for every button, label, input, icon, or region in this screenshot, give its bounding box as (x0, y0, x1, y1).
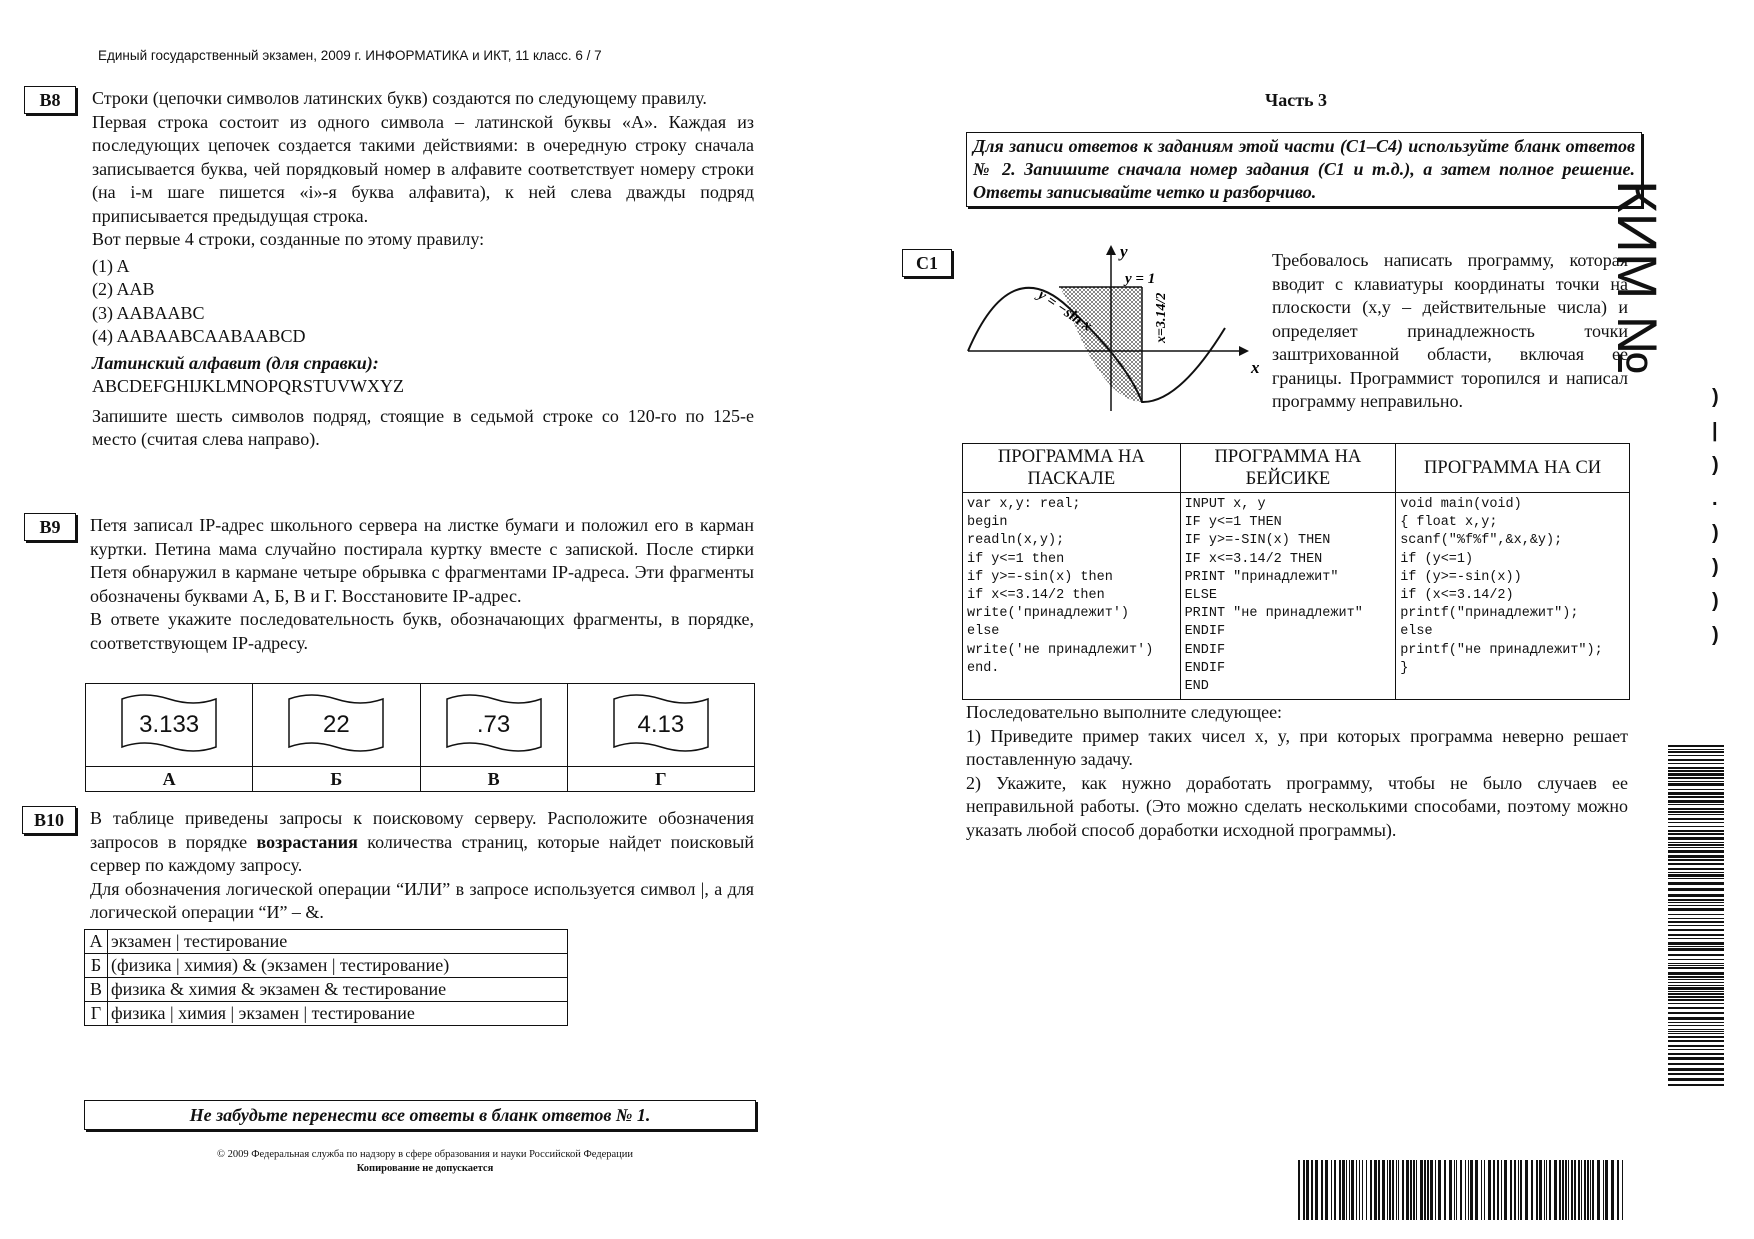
barcode-bar (1668, 796, 1724, 798)
barcode-bar (1536, 1160, 1538, 1220)
barcode-bar (1351, 1160, 1354, 1220)
barcode-bar (1668, 987, 1724, 990)
barcode-bar (1605, 1160, 1608, 1220)
barcode-bar (1554, 1160, 1557, 1220)
barcode-bar (1488, 1160, 1491, 1220)
barcode-bar (1668, 1036, 1724, 1038)
barcode-bar (1668, 830, 1724, 832)
paper-scrap (610, 691, 712, 755)
barcode-bar (1668, 965, 1724, 966)
barcode-bar (1382, 1160, 1385, 1220)
question-label-b8: B8 (24, 86, 76, 114)
barcode-bar (1539, 1160, 1542, 1220)
barcode-bar (1668, 999, 1724, 1001)
barcode-bar (1484, 1160, 1485, 1220)
program-header-c: ПРОГРАММА НА СИ (1396, 444, 1630, 493)
barcode-bar (1668, 914, 1724, 915)
query-text: (физика | химия) & (экзамен | тестирование) (108, 954, 568, 978)
barcode-bar (1311, 1160, 1313, 1220)
vline-label: x=3.14/2 (1154, 292, 1169, 343)
b8-line: (4) AABAABCAABAABCD (92, 326, 306, 346)
barcode-bar (1668, 929, 1724, 931)
barcode-bar (1668, 991, 1724, 992)
barcode-bar (1349, 1160, 1350, 1220)
barcode-bar (1546, 1160, 1547, 1220)
b8-paragraph-1: Строки (цепочки символов латинских букв) создаются по следующему правилу. (92, 88, 707, 108)
barcode-bar (1668, 868, 1724, 870)
b8-line: (3) AABAABC (92, 302, 205, 323)
barcode-bar (1668, 905, 1724, 906)
barcode-bar (1668, 1031, 1724, 1032)
barcode-bar (1668, 804, 1724, 805)
b10-paragraph-2: Для обозначения логической операции “ИЛИ” в запросе используется символ |, а для логической операции “И” – &. (90, 878, 754, 922)
barcode-bar (1668, 982, 1724, 983)
question-b8 (92, 87, 754, 452)
line-y1-label: y = 1 (1125, 271, 1156, 287)
footer-line: Копирование не допускается (356, 1163, 494, 1174)
b8-task: Запишите шесть символов подряд, стоящие в седьмой строке со 120-го по 125-е место (считая слева направо). (92, 405, 754, 449)
ip-fragment-text: .73 (476, 710, 511, 738)
ip-fragment-letter: А (86, 767, 253, 792)
barcode-bar (1668, 948, 1724, 951)
program-code-c: void main(void) { float x,y; scanf("%f%f",&x,&y); if (y<=1) if (y>=-sin(x)) if (x<=3.14/2) printf("принадлежит"); else printf("не принадлежит"); } (1396, 493, 1630, 700)
reminder-note: Не забудьте перенести все ответы в бланк ответов № 1. (84, 1100, 756, 1130)
table-row (85, 954, 568, 978)
part3-title: Часть 3 (1265, 90, 1328, 110)
barcode-bar (1378, 1160, 1380, 1220)
barcode-bar (1430, 1160, 1433, 1220)
barcode-bar (1468, 1160, 1469, 1220)
barcode-bar (1374, 1160, 1377, 1220)
barcode-bar (1438, 1160, 1441, 1220)
vertical-barcode (1668, 745, 1724, 1090)
barcode-bar (1668, 842, 1724, 843)
barcode-bar (1668, 855, 1724, 858)
barcode-bar (1668, 908, 1724, 911)
barcode-bar (1460, 1160, 1462, 1220)
barcode-bar (1668, 781, 1724, 782)
b8-lines (92, 255, 754, 349)
question-b9 (90, 514, 754, 655)
barcode-bar (1592, 1160, 1594, 1220)
kim-number-label: КИМ № (1606, 180, 1669, 376)
barcode-bar (1668, 979, 1724, 980)
barcode-bar (1668, 985, 1724, 986)
barcode-bar (1510, 1160, 1512, 1220)
query-text: физика & химия & экзамен & тестирование (108, 978, 568, 1002)
barcode-bar (1668, 1017, 1724, 1020)
b8-line: (2) AAB (92, 279, 155, 299)
program-code-basic: INPUT x, y IF y<=1 THEN IF y>=-SIN(x) THEN IF x<=3.14/2 THEN PRINT "принадлежит" ELSE PRINT "не принадлежит" ENDIF ENDIF ENDIF END (1180, 493, 1396, 700)
y-axis-arrow (1106, 245, 1116, 255)
barcode-bar (1668, 1029, 1724, 1030)
barcode-bar (1413, 1160, 1415, 1220)
barcode-bar (1668, 967, 1724, 969)
query-key: А (85, 930, 108, 954)
barcode-bar (1435, 1160, 1436, 1220)
barcode-bar (1449, 1160, 1452, 1220)
barcode-bar (1668, 894, 1724, 897)
barcode-bar (1520, 1160, 1522, 1220)
barcode-bar (1325, 1160, 1328, 1220)
barcode-bar (1387, 1160, 1388, 1220)
barcode-bar (1454, 1160, 1455, 1220)
barcode-bar (1356, 1160, 1357, 1220)
barcode-bar (1668, 1040, 1724, 1042)
barcode-bar (1518, 1160, 1519, 1220)
barcode-bar (1668, 934, 1724, 936)
barcode-bar (1470, 1160, 1473, 1220)
barcode-bar (1668, 814, 1724, 815)
query-key: Б (85, 954, 108, 978)
barcode-bar (1331, 1160, 1332, 1220)
barcode-bar (1396, 1160, 1397, 1220)
barcode-bar (1342, 1160, 1345, 1220)
barcode-bar (1603, 1160, 1604, 1220)
c1-task (1272, 249, 1628, 414)
query-text: экзамен | тестирование (108, 930, 568, 954)
barcode-bar (1668, 942, 1724, 945)
b10-bold-text: возрастания (256, 831, 358, 852)
barcode-bar (1315, 1160, 1318, 1220)
barcode-bar (1306, 1160, 1309, 1220)
barcode-bar (1668, 874, 1724, 877)
barcode-bar (1668, 1068, 1724, 1071)
barcode-bar (1427, 1160, 1429, 1220)
barcode-bar (1416, 1160, 1417, 1220)
ip-fragments-table (85, 683, 755, 792)
barcode-bar (1668, 1073, 1724, 1075)
question-label-c1: C1 (902, 249, 952, 277)
alphabet-title: Латинский алфавит (для справки): (92, 352, 379, 373)
barcode-bar (1525, 1160, 1528, 1220)
barcode-bar (1668, 996, 1724, 998)
barcode-bar (1565, 1160, 1567, 1220)
barcode-bar (1504, 1160, 1507, 1220)
barcode-bar (1668, 1012, 1724, 1014)
barcode-bar (1668, 777, 1724, 779)
kim-number-field: ) | ) . ) ) ) ) (1712, 386, 1719, 646)
barcode-bar (1668, 818, 1724, 820)
barcode-bar (1611, 1160, 1614, 1220)
barcode-bar (1668, 1063, 1724, 1065)
barcode-bar (1392, 1160, 1394, 1220)
barcode-bar (1497, 1160, 1499, 1220)
barcode-bar (1668, 1033, 1724, 1034)
barcode-bar (1668, 833, 1724, 835)
page-header: Единый государственный экзамен, 2009 г. ИНФОРМАТИКА и ИКТ, 11 класс. 6 / 7 (98, 48, 602, 63)
barcode-bar (1424, 1160, 1426, 1220)
barcode-bar (1668, 1057, 1724, 1060)
barcode-bar (1668, 882, 1724, 885)
barcode-bar (1562, 1160, 1564, 1220)
barcode-bar (1475, 1160, 1478, 1220)
query-key: В (85, 978, 108, 1002)
barcode-bar (1668, 899, 1724, 901)
shaded-region (1059, 287, 1142, 402)
barcode-bar (1668, 993, 1724, 995)
ip-fragment-text: 22 (323, 710, 350, 738)
table-row (85, 978, 568, 1002)
barcode-bar (1549, 1160, 1551, 1220)
barcode-bar (1668, 1025, 1724, 1026)
curve-label: y = −sin x (1034, 287, 1095, 335)
barcode-bar (1581, 1160, 1582, 1220)
barcode-bar (1668, 1084, 1724, 1086)
barcode-bar (1568, 1160, 1569, 1220)
barcode-bar (1420, 1160, 1423, 1220)
b10-paragraph-1 (90, 807, 754, 878)
ip-fragment-letter: Б (253, 767, 420, 792)
barcode-bar (1559, 1160, 1561, 1220)
barcode-bar (1668, 844, 1724, 846)
b8-paragraph-3: Вот первые 4 строки, созданные по этому правилу: (92, 229, 485, 249)
horizontal-barcode (1298, 1160, 1628, 1220)
b10-text: В таблице приведены запросы к поисковому серверу. Расположите обозначения запросов в порядке (90, 808, 754, 852)
b10-text: количества страниц, которые найдет поисковый сервер по каждому запросу. (90, 831, 754, 875)
barcode-bar (1668, 878, 1724, 879)
barcode-bar (1501, 1160, 1502, 1220)
barcode-bar (1668, 938, 1724, 939)
ip-fragment-cell (420, 684, 567, 767)
barcode-bar (1584, 1160, 1586, 1220)
barcode-bar (1622, 1160, 1623, 1220)
barcode-bar (1303, 1160, 1305, 1220)
barcode-bar (1321, 1160, 1323, 1220)
c1-step-1: 1) Приведите пример таких чисел x, y, при которых программа неверно решает поставленную задачу. (966, 725, 1628, 769)
barcode-bar (1668, 767, 1724, 769)
y-axis-label: y (1120, 243, 1128, 261)
barcode-bar (1359, 1160, 1360, 1220)
barcode-bar (1571, 1160, 1573, 1220)
barcode-bar (1402, 1160, 1404, 1220)
c1-step-2: 2) Укажите, как нужно доработать программу, чтобы не было случаев ее неправильной работы. (Это можно сделать несколькими способами, поэтому можно указать любой способ доработки исходной программы). (966, 772, 1628, 840)
paper-scrap (443, 691, 545, 755)
program-header-pascal: ПРОГРАММА НА ПАСКАЛЕ (963, 444, 1181, 493)
barcode-bar (1668, 921, 1724, 923)
barcode-bar (1668, 850, 1724, 853)
barcode-bar (1668, 1045, 1724, 1047)
ip-fragment-letter: Г (567, 767, 754, 792)
barcode-bar (1668, 918, 1724, 919)
barcode-bar (1668, 745, 1724, 747)
barcode-bar (1668, 859, 1724, 861)
queries-table (84, 929, 568, 1026)
alphabet: ABCDEFGHIJKLMNOPQRSTUVWXYZ (92, 376, 405, 396)
barcode-bar (1668, 1078, 1724, 1081)
paper-scrap (285, 691, 387, 755)
ip-fragment-text: 3.133 (139, 710, 200, 738)
barcode-bar (1668, 751, 1724, 753)
c1-task-text: Требовалось написать программу, которая вводит с клавиатуры координаты точки на плоскости (x,y – действительные числа) и определяет принадлежность точки заштрихованной области, включая ее границы. Программист торопился и написал программу неправильно. (1272, 250, 1628, 411)
barcode-bar (1668, 872, 1724, 873)
footer-line: © 2009 Федеральная служба по надзору в сфере образования и науки Российской Федерации (216, 1149, 634, 1160)
ip-fragment-cell (86, 684, 253, 767)
barcode-bar (1597, 1160, 1600, 1220)
programs-table (962, 443, 1630, 700)
barcode-bar (1668, 1022, 1724, 1023)
barcode-bar (1668, 863, 1724, 865)
barcode-bar (1366, 1160, 1367, 1220)
b9-paragraph-1: Петя записал IP-адрес школьного сервера на листке бумаги и положил его в карман куртки. Петина мама случайно постирала куртку вместе с запиской. После стирки Петя обнаружил в кармане четыре обрывка с фрагментами IP-адреса. Эти фрагменты обозначены буквами А, Б, В и Г. Восстановите IP-адрес. (90, 515, 754, 606)
barcode-bar (1668, 959, 1724, 960)
barcode-bar (1398, 1160, 1399, 1220)
b8-paragraph-2: Первая строка состоит из одного символа – латинской буквы «А». Каждая из последующих цепочек создается такими действиями: в очередную строку сначала записывается буква, чей порядковый номер в алфавите соответствует номеру строки (на i-м шаге пишется «i»-я буква алфавита), к ней слева дважды подряд приписывается предыдущая строка. (92, 111, 754, 226)
ip-fragment-cell (567, 684, 754, 767)
barcode-bar (1410, 1160, 1412, 1220)
barcode-bar (1668, 773, 1724, 776)
b8-line: (1) A (92, 255, 130, 276)
barcode-bar (1668, 954, 1724, 956)
barcode-bar (1668, 837, 1724, 840)
barcode-bar (1587, 1160, 1589, 1220)
barcode-bar (1668, 800, 1724, 803)
program-code-pascal: var x,y: real; begin readln(x,y); if y<=1 then if y>=-sin(x) then if x<=3.14/2 then write('принадлежит') else write('не принадлежит') end. (963, 493, 1181, 700)
barcode-bar (1668, 826, 1724, 827)
barcode-bar (1668, 755, 1724, 756)
c1-after-text: Последовательно выполните следующее: (966, 702, 1283, 722)
barcode-bar (1406, 1160, 1409, 1220)
barcode-bar (1493, 1160, 1495, 1220)
barcode-bar (1334, 1160, 1336, 1220)
question-b10 (90, 807, 754, 925)
barcode-bar (1668, 808, 1724, 810)
barcode-bar (1668, 946, 1724, 947)
barcode-bar (1668, 770, 1724, 772)
barcode-bar (1668, 759, 1724, 761)
barcode-bar (1444, 1160, 1446, 1220)
barcode-bar (1668, 783, 1724, 786)
x-axis-arrow (1239, 346, 1249, 356)
query-text: физика | химия | экзамен | тестирование (108, 1002, 568, 1026)
barcode-bar (1298, 1160, 1300, 1220)
barcode-bar (1370, 1160, 1372, 1220)
barcode-bar (1339, 1160, 1341, 1220)
barcode-bar (1531, 1160, 1533, 1220)
question-label-b9: B9 (24, 513, 76, 541)
ip-fragment-letter: В (420, 767, 567, 792)
x-axis-label: x (1251, 358, 1260, 377)
barcode-bar (1578, 1160, 1580, 1220)
barcode-bar (1590, 1160, 1591, 1220)
barcode-bar (1668, 789, 1724, 790)
barcode-bar (1668, 1003, 1724, 1004)
part3-instructions: Для записи ответов к заданиям этой части (С1–С4) используйте бланк ответов № 2. Запишите сначала номер задания (С1 и т.д.), а затем полное решение. Ответы записывайте четко и разборчиво. (966, 132, 1642, 207)
query-key: Г (85, 1002, 108, 1026)
question-label-b10: B10 (22, 806, 76, 834)
barcode-bar (1668, 763, 1724, 764)
barcode-bar (1668, 972, 1724, 975)
barcode-bar (1456, 1160, 1457, 1220)
barcode-bar (1668, 1007, 1724, 1009)
barcode-bar (1465, 1160, 1466, 1220)
barcode-bar (1668, 792, 1724, 795)
barcode-bar (1668, 888, 1724, 891)
copyright-footer (145, 1148, 705, 1176)
table-row (85, 930, 568, 954)
paper-scrap (118, 691, 220, 755)
program-header-basic: ПРОГРАММА НА БЕЙСИКЕ (1180, 444, 1396, 493)
barcode-bar (1514, 1160, 1516, 1220)
b9-paragraph-2: В ответе укажите последовательность букв, обозначающих фрагменты, в порядке, соответствующем IP-адресу. (90, 609, 754, 653)
barcode-bar (1668, 749, 1724, 750)
table-row (85, 1002, 568, 1026)
barcode-bar (1481, 1160, 1482, 1220)
barcode-bar (1668, 976, 1724, 978)
barcode-bar (1574, 1160, 1576, 1220)
barcode-bar (1668, 925, 1724, 926)
barcode-bar (1544, 1160, 1545, 1220)
region-graph (965, 243, 1265, 413)
barcode-bar (1668, 1049, 1724, 1050)
barcode-bar (1389, 1160, 1391, 1220)
barcode-bar (1668, 847, 1724, 848)
barcode-bar (1668, 1053, 1724, 1055)
barcode-bar (1346, 1160, 1347, 1220)
barcode-bar (1617, 1160, 1619, 1220)
ip-fragment-text: 4.13 (637, 710, 685, 738)
barcode-bar (1362, 1160, 1363, 1220)
ip-fragment-cell (253, 684, 420, 767)
barcode-bar (1668, 963, 1724, 964)
barcode-bar (1668, 902, 1724, 903)
barcode-bar (1668, 811, 1724, 813)
c1-steps (966, 701, 1628, 842)
barcode-bar (1668, 822, 1724, 823)
